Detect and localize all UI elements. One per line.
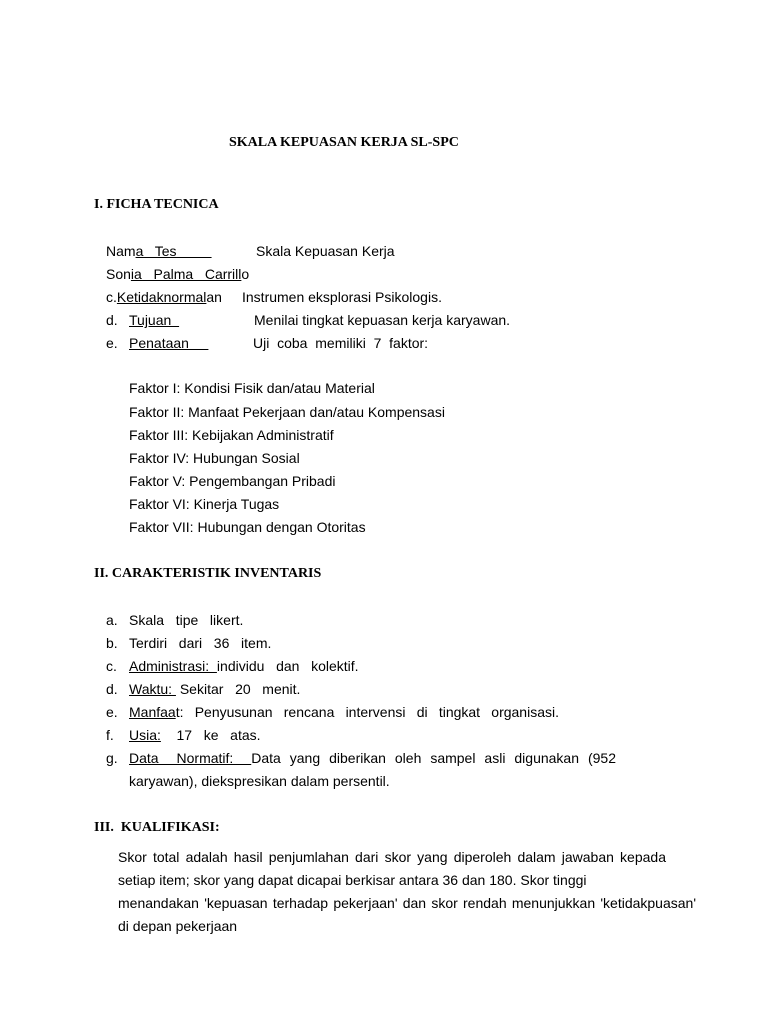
list-letter: b. bbox=[106, 635, 118, 651]
list-item-waktu bbox=[129, 680, 300, 698]
list-item-text: Data yang diberikan oleh sampel asli digunakan (952 bbox=[251, 750, 616, 766]
factor-item: Faktor IV: Hubungan Sosial bbox=[129, 450, 300, 466]
list-letter: g. bbox=[106, 750, 118, 766]
ficha-value-tujuan: Menilai tingkat kepuasan kerja karyawan. bbox=[254, 312, 511, 328]
section-heading-kualifikasi: III. KUALIFIKASI: bbox=[94, 820, 220, 835]
list-letter: f. bbox=[106, 727, 114, 743]
kualifikasi-paragraph bbox=[118, 846, 696, 938]
list-item-continuation: karyawan), diekspresikan dalam persentil. bbox=[129, 773, 390, 789]
list-item-manfaat bbox=[129, 703, 559, 721]
ficha-row-penataan-label: Penataan bbox=[129, 335, 209, 351]
ficha-row-ketidaknormalan bbox=[106, 288, 222, 306]
ficha-row-tujuan-label: Tujuan bbox=[129, 312, 180, 328]
section-heading-ficha-tecnica: I. FICHA TECNICA bbox=[94, 197, 219, 212]
list-item-label: Usia: bbox=[129, 727, 161, 743]
paragraph-line: setiap item; skor yang dapat dicapai berkisar antara 36 dan 180. Skor tinggi bbox=[118, 872, 587, 888]
list-item-usia bbox=[129, 726, 261, 744]
factor-item: Faktor V: Pengembangan Pribadi bbox=[129, 473, 336, 489]
list-item-label: Waktu: bbox=[129, 681, 176, 697]
list-item-administrasi bbox=[129, 657, 359, 675]
row-label: Ketidaknormal bbox=[116, 289, 207, 305]
row-prefix: c. bbox=[106, 289, 117, 305]
ficha-row-penataan-letter: e. bbox=[106, 335, 118, 351]
list-letter: e. bbox=[106, 704, 118, 720]
list-item-label: Data Normatif: bbox=[129, 750, 252, 766]
ficha-value-nama-tes: Skala Kepuasan Kerja bbox=[256, 243, 395, 259]
list-item-label: Administrasi: bbox=[129, 658, 217, 674]
list-item-text: t: Penyusunan rencana intervensi di tingkat organisasi. bbox=[175, 704, 559, 720]
paragraph-line: di depan pekerjaan bbox=[118, 918, 238, 934]
section-heading-karakteristik: II. CARAKTERISTIK INVENTARIS bbox=[94, 566, 322, 581]
list-letter: d. bbox=[106, 681, 118, 697]
list-item-label: Manfaa bbox=[129, 704, 176, 720]
list-letter: c. bbox=[106, 658, 117, 674]
document-title: SKALA KEPUASAN KERJA SL-SPC bbox=[229, 135, 459, 150]
list-item-text: individu dan kolektif. bbox=[216, 658, 359, 674]
ficha-value-ketidaknormalan: Instrumen eksplorasi Psikologis. bbox=[242, 289, 442, 305]
factor-item: Faktor VI: Kinerja Tugas bbox=[129, 496, 280, 512]
paragraph-line: Skor total adalah hasil penjumlahan dari skor yang diperoleh dalam jawaban kepada bbox=[118, 849, 666, 865]
row-prefix: Nam bbox=[106, 243, 136, 259]
ficha-row-nama-tes bbox=[106, 242, 212, 260]
row-suffix: o bbox=[241, 266, 250, 282]
factor-item: Faktor I: Kondisi Fisik dan/atau Material bbox=[129, 380, 375, 396]
list-item-text: Terdiri dari 36 item. bbox=[129, 635, 272, 651]
row-suffix: an bbox=[206, 289, 222, 305]
row-label: a Tes bbox=[135, 243, 212, 259]
paragraph-line: menandakan 'kepuasan terhadap pekerjaan' dan skor rendah menunjukkan 'ketidakpuasan' bbox=[118, 895, 696, 911]
list-item-text: Skala tipe likert. bbox=[129, 612, 244, 628]
list-item-data-normatif bbox=[129, 749, 616, 767]
row-prefix: Son bbox=[106, 266, 131, 282]
factor-item: Faktor III: Kebijakan Administratif bbox=[129, 427, 334, 443]
ficha-row-sonia bbox=[106, 265, 249, 283]
factor-item: Faktor II: Manfaat Pekerjaan dan/atau Kompensasi bbox=[129, 404, 445, 420]
factor-item: Faktor VII: Hubungan dengan Otoritas bbox=[129, 519, 366, 535]
ficha-value-penataan: Uji coba memiliki 7 faktor: bbox=[253, 335, 429, 351]
list-item-text: 17 ke atas. bbox=[176, 727, 261, 743]
list-item-text: Sekitar 20 menit. bbox=[179, 681, 301, 697]
ficha-row-tujuan-letter: d. bbox=[106, 312, 118, 328]
list-letter: a. bbox=[106, 612, 118, 628]
row-label: ia Palma Carrill bbox=[130, 266, 242, 282]
